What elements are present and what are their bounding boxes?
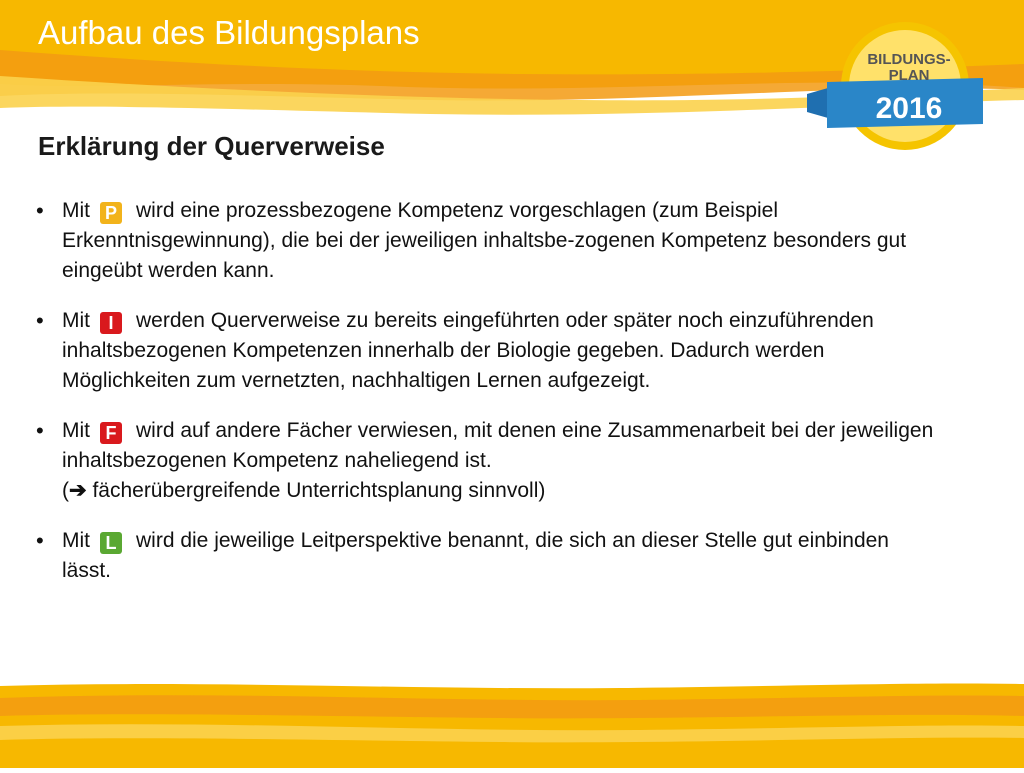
list-item (36, 526, 936, 586)
bullet-prefix: Mit (62, 199, 90, 222)
tag-l-badge: L (100, 532, 122, 554)
bullet-dot: • (36, 198, 44, 223)
page-title: Aufbau des Bildungsplans (38, 14, 420, 51)
note-open: ( (62, 479, 69, 502)
tag-p-badge: P (100, 202, 122, 224)
footer-banner (0, 676, 1024, 768)
tag-i-badge: I (100, 312, 122, 334)
bullet-text: wird auf andere Fächer verwiesen, mit denen eine Zusammenarbeit bei der jeweiligen inhaltsbezogenen Kompetenz naheliegend ist. (62, 419, 934, 472)
badge-line2: PLAN (888, 67, 930, 84)
list-item (36, 196, 936, 286)
arrow-right-icon: ➔ (69, 479, 87, 502)
bullet-text: wird eine prozessbezogene Kompetenz vorgeschlagen (zum Beispiel Erkenntnisgewinnung), die bei der jeweiligen inhaltsbe-zogenen Kompetenz besonders gut eingeübt werden kann. (62, 199, 907, 282)
bullet-prefix: Mit (62, 529, 90, 552)
bullet-dot: • (36, 528, 44, 553)
footer-wave-graphic (0, 676, 1024, 768)
note-text: fächerübergreifende Unterrichtsplanung sinnvoll) (86, 479, 546, 502)
bullet-prefix: Mit (62, 309, 90, 332)
badge-line1: BILDUNGS- (867, 51, 951, 68)
badge-year: 2016 (875, 92, 943, 125)
list-item (36, 416, 936, 506)
list-item (36, 306, 936, 396)
bullet-list (36, 196, 936, 606)
bullet-dot: • (36, 308, 44, 333)
section-heading: Erklärung der Querverweise (38, 131, 385, 161)
bullet-dot: • (36, 418, 44, 443)
bullet-text: wird die jeweilige Leitperspektive benannt, die sich an dieser Stelle gut einbinden lässt. (62, 529, 889, 582)
bullet-prefix: Mit (62, 419, 90, 442)
tag-f-badge: F (100, 422, 122, 444)
bildungsplan-2016-logo (805, 20, 995, 160)
bullet-text: werden Querverweise zu bereits eingeführten oder später noch einzuführenden inhaltsbezogenen Kompetenzen innerhalb der Biologie gegeben. Dadurch werden Möglichkeiten zum vernetzten, nachhaltigen Lernen aufgezeigt. (62, 309, 874, 392)
